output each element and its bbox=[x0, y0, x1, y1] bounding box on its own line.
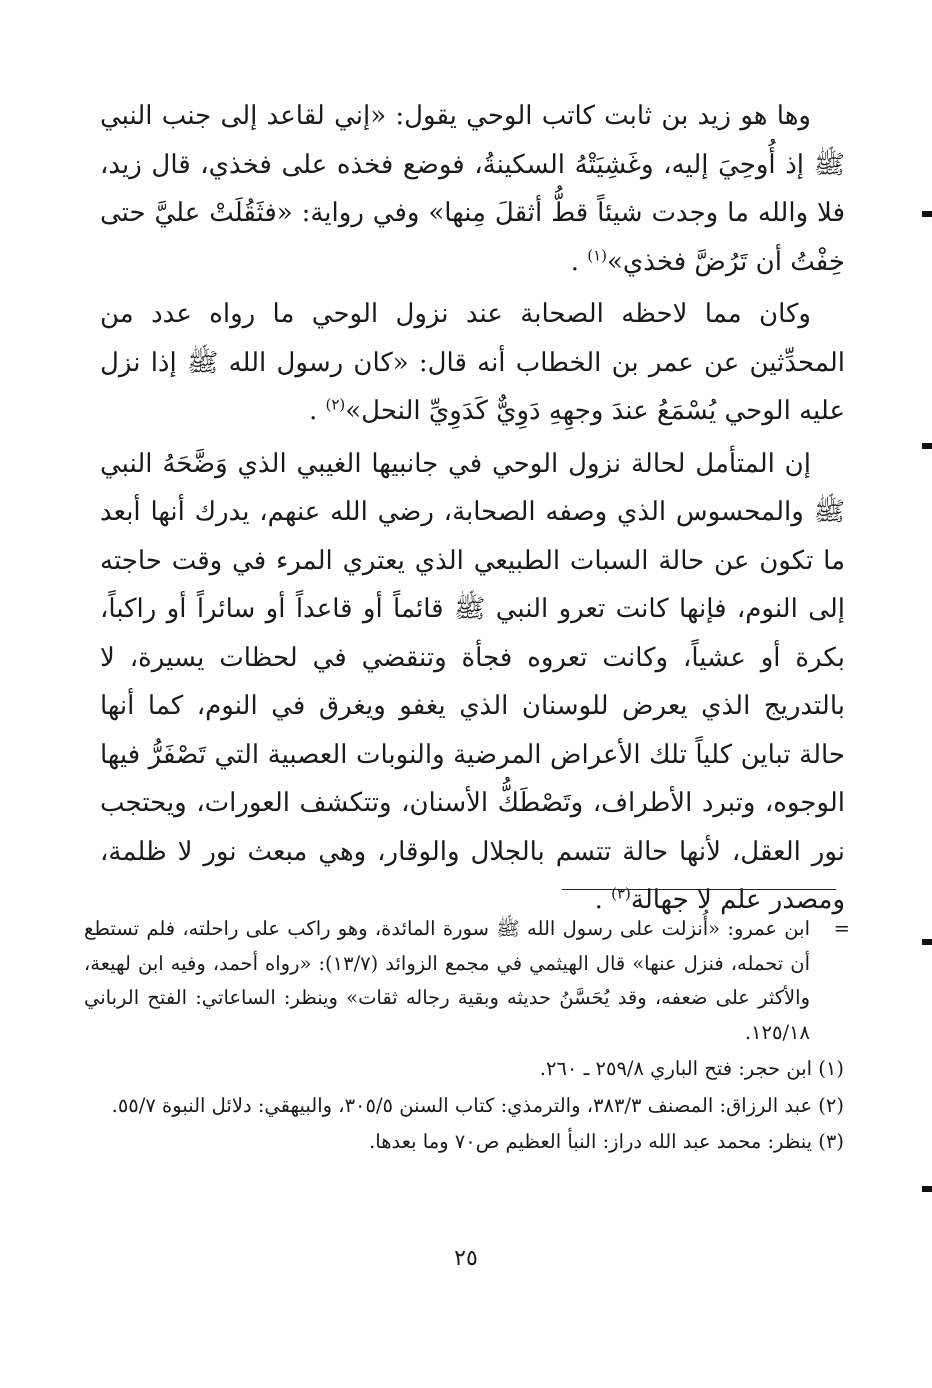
footnote-ref-3: (٣) bbox=[611, 884, 631, 903]
page-number: ٢٥ bbox=[454, 1246, 478, 1271]
footnote-ref-1: (١) bbox=[587, 245, 607, 264]
footnote-1: (١) ابن حجر: فتح الباري ٢٥٩/٨ ـ ٢٦٠. bbox=[539, 1057, 844, 1080]
footnote-continuation-text: ابن عمرو: «أُنزلت على رسول الله ﷺ سورة المائدة، وهو راكب على راحلته، فلم تستطع أن تحمله، فنزل عنها» قال الهيثمي في مجمع الزوائد (١٣/٧): «رواه أحمد، وفيه ابن لهيعة، والأكثر على ضعفه، وقد يُحَسَّنُ حديثه وبقية رجاله ثقات» وينظر: الساعاتي: الفتح الرباني ١٢٥/١٨. bbox=[84, 917, 810, 1044]
scan-edge-mark bbox=[922, 443, 932, 449]
footnote-continuation bbox=[84, 912, 850, 1050]
end-mark: . bbox=[308, 396, 318, 426]
footnotes bbox=[84, 912, 850, 1162]
continuation-mark: = bbox=[833, 917, 850, 940]
paragraph-1-text: وها هو زيد بن ثابت كاتب الوحي يقول: «إني لقاعد إلى جنب النبي ﷺ إذ أُوحِيَ إليه، وغَشِيَتْهُ السكينةُ، فوضع فخذه على فخذي، قال زيد، فلا والله ما وجدت شيئاً قطُّ أثقلَ مِنها» وفي رواية: «فثَقُلَتْ عليَّ حتى خِفْتُ أن تَرُضَّ فخذي» bbox=[100, 101, 845, 277]
paragraph-2-text: وكان مما لاحظه الصحابة عند نزول الوحي ما رواه عدد من المحدِّثين عن عمر بن الخطاب أنه قال: «كان رسول الله ﷺ إذا نزل عليه الوحي يُسْمَعُ عندَ وجهِهِ دَوِيٌّ كَدَوِيِّ النحل» bbox=[100, 299, 845, 426]
main-text bbox=[100, 92, 845, 925]
scan-edge-mark bbox=[922, 1186, 932, 1192]
scan-edge-mark bbox=[922, 211, 932, 217]
scan-edge-mark bbox=[922, 939, 932, 945]
paragraph-1 bbox=[100, 92, 845, 286]
end-mark: . bbox=[570, 246, 579, 277]
footnote-ref-2: (٢) bbox=[325, 395, 346, 414]
paragraph-2 bbox=[100, 290, 845, 436]
footnote-divider bbox=[562, 889, 836, 890]
paragraph-3 bbox=[100, 440, 845, 925]
end-mark: . bbox=[594, 885, 603, 915]
paragraph-3-text: إن المتأمل لحالة نزول الوحي في جانبيها الغيبي الذي وَضَّحَهُ النبي ﷺ والمحسوس الذي وصفه الصحابة، رضي الله عنهم، يدرك أنها أبعد ما تكون عن حالة السبات الطبيعي الذي يعتري المرء في وقت حاجته إلى النوم، فإنها كانت تعرو النبي ﷺ قائماً أو قاعداً أو سائراً أو راكباً، بكرة أو عشياً، وكانت تعروه فجأة وتنقضي في لحظات يسيرة، لا بالتدريج الذي يعرض للوسنان الذي يغفو ويغرق في النوم، كما أنها حالة تباين كلياً تلك الأعراض المرضية والنوبات العصبية التي تَصْفَرُّ فيها الوجوه، وتبرد الأطراف، وتَصْطَكُّ الأسنان، وتتكشف العورات، ويحتجب نور العقل، لأنها حالة تتسم بالجلال والوقار، وهي مبعث نور لا ظلمة، ومصدر علم لا جهالة bbox=[100, 448, 845, 915]
footnote-2: (٢) عبد الرزاق: المصنف ٣٨٣/٣، والترمذي: كتاب السنن ٣٠٥/٥، والبيهقي: دلائل النبوة ٥٥/٧. bbox=[111, 1093, 844, 1117]
footnote-3: (٣) ينظر: محمد عبد الله دراز: النبأ العظيم ص٧٠ وما بعدها. bbox=[369, 1130, 844, 1153]
